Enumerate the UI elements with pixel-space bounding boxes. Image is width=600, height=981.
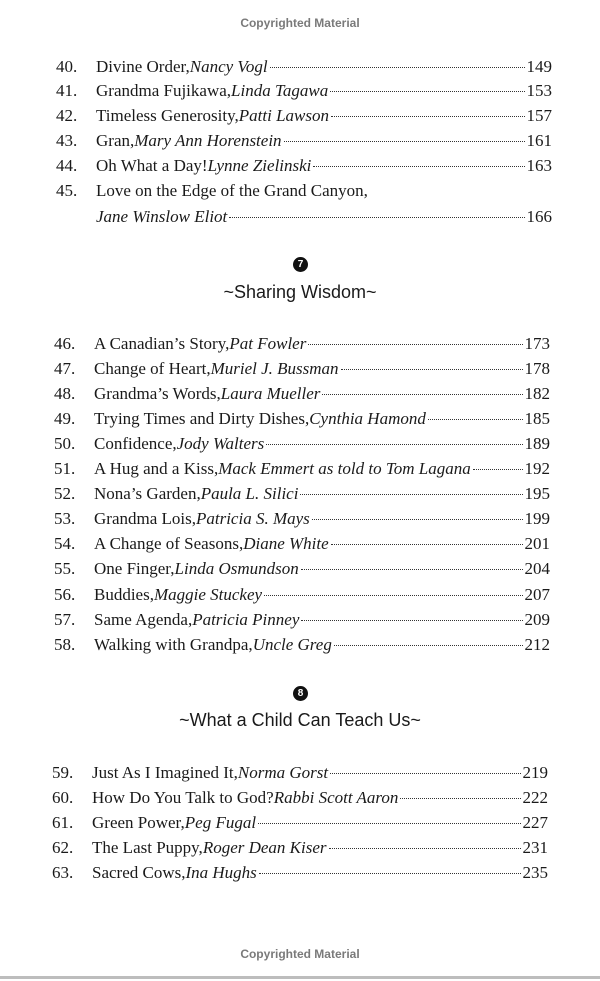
entry-page: 178: [524, 359, 550, 378]
entry-author: Patricia S. Mays: [195, 509, 310, 528]
toc-entry[interactable]: [56, 155, 552, 177]
entry-page: 231: [522, 838, 548, 857]
entry-author: Linda Tagawa: [231, 81, 329, 100]
copyright-watermark-bottom: Copyrighted Material: [240, 947, 360, 961]
toc-entry[interactable]: [56, 130, 552, 152]
toc-entry-45-line-2[interactable]: [56, 206, 552, 228]
dot-leader: [473, 469, 523, 470]
entry-author: Jane Winslow Eliot: [96, 207, 228, 226]
entry-title: Timeless Generosity,: [96, 106, 239, 125]
entry-number: 60.: [52, 788, 74, 807]
entry-page: 209: [524, 610, 550, 629]
toc-entry[interactable]: [52, 862, 548, 884]
entry-title: Trying Times and Dirty Dishes,: [94, 409, 310, 428]
entry-title: One Finger,: [94, 559, 175, 578]
entry-author: Paula L. Silici: [200, 484, 299, 503]
toc-entry[interactable]: [54, 333, 550, 355]
toc-entry[interactable]: [54, 533, 550, 555]
entry-page: 185: [524, 409, 550, 428]
dot-leader: [308, 344, 522, 345]
entry-title: Gran,: [96, 131, 135, 150]
entry-author: Mack Emmert as told to Tom Lagana: [218, 459, 471, 478]
entry-title: Sacred Cows,: [92, 863, 186, 882]
dot-leader: [266, 444, 522, 445]
dot-leader: [329, 848, 521, 849]
entry-page: 199: [524, 509, 550, 528]
entry-page: 204: [524, 559, 550, 578]
dot-leader: [341, 369, 523, 370]
toc-entry[interactable]: [54, 609, 550, 631]
entry-title: Just As I Imagined It,: [92, 763, 238, 782]
toc-entry[interactable]: [54, 483, 550, 505]
entry-number: 40.: [56, 57, 78, 76]
entry-title: Grandma’s Words,: [94, 384, 221, 403]
dot-leader: [284, 141, 525, 142]
toc-entry[interactable]: [56, 56, 552, 78]
entry-number: 62.: [52, 838, 74, 857]
dot-leader: [334, 645, 523, 646]
entry-title: Divine Order,: [96, 57, 190, 76]
entry-number: 46.: [54, 334, 76, 353]
dot-leader: [322, 394, 522, 395]
bottom-divider: [0, 976, 600, 979]
dot-leader: [313, 166, 524, 167]
entry-number: 57.: [54, 610, 76, 629]
entry-author: Rabbi Scott Aaron: [273, 788, 399, 807]
entry-number: 53.: [54, 509, 76, 528]
entry-title: Grandma Fujikawa,: [96, 81, 232, 100]
entry-author: Roger Dean Kiser: [202, 838, 327, 857]
toc-entry[interactable]: [52, 837, 548, 859]
entry-page: 207: [524, 585, 550, 604]
chapter-8-title: ~What a Child Can Teach Us~: [179, 710, 421, 730]
entry-author: Muriel J. Bussman: [210, 359, 339, 378]
toc-entry[interactable]: [54, 408, 550, 430]
entry-number: 63.: [52, 863, 74, 882]
toc-entry[interactable]: [52, 812, 548, 834]
dot-leader: [400, 798, 520, 799]
dot-leader: [270, 67, 525, 68]
entry-author: Patricia Pinney: [192, 610, 300, 629]
entry-page: 227: [522, 813, 548, 832]
entry-author: Peg Fugal: [184, 813, 257, 832]
entry-number: 54.: [54, 534, 76, 553]
toc-entry[interactable]: [54, 584, 550, 606]
entry-page: 149: [526, 57, 552, 76]
entry-number: 50.: [54, 434, 76, 453]
dot-leader: [264, 595, 522, 596]
toc-entry[interactable]: [56, 80, 552, 102]
entry-number: 43.: [56, 131, 78, 150]
dot-leader: [301, 620, 522, 621]
entry-page: 192: [524, 459, 550, 478]
entry-author: Maggie Stuckey: [153, 585, 263, 604]
entry-page: 201: [524, 534, 550, 553]
toc-entry[interactable]: [54, 433, 550, 455]
dot-leader: [330, 91, 524, 92]
dot-leader: [229, 217, 524, 218]
toc-entry[interactable]: [54, 358, 550, 380]
entry-title: The Last Puppy,: [92, 838, 203, 857]
entry-number: 42.: [56, 106, 78, 125]
entry-page: 235: [522, 863, 548, 882]
dot-leader: [331, 544, 523, 545]
dot-leader: [428, 419, 523, 420]
chapter-7-badge: 7: [293, 257, 308, 272]
entry-number: 44.: [56, 156, 78, 175]
entry-title: Walking with Grandpa,: [94, 635, 253, 654]
entry-title: Grandma Lois,: [94, 509, 196, 528]
entry-title: How Do You Talk to God?: [92, 788, 274, 807]
entry-author: Lynne Zielinski: [207, 156, 312, 175]
entry-title: Confidence,: [94, 434, 177, 453]
entry-title: Change of Heart,: [94, 359, 211, 378]
entry-page: 173: [524, 334, 550, 353]
entry-page: 161: [526, 131, 552, 150]
entry-title: Oh What a Day!: [96, 156, 208, 175]
toc-entry-45-line-1[interactable]: [56, 180, 552, 202]
chapter-8-badge: 8: [293, 686, 308, 701]
entry-author: Jody Walters: [176, 434, 265, 453]
toc-entry[interactable]: [52, 787, 548, 809]
entry-page: 163: [526, 156, 552, 175]
entry-title: A Hug and a Kiss,: [94, 459, 219, 478]
entry-number: 48.: [54, 384, 76, 403]
dot-leader: [312, 519, 523, 520]
entry-page: 157: [526, 106, 552, 125]
entry-page: 195: [524, 484, 550, 503]
entry-title: A Canadian’s Story,: [94, 334, 230, 353]
entry-number: 59.: [52, 763, 74, 782]
entry-author: Cynthia Hamond: [309, 409, 426, 428]
entry-author: Ina Hughs: [185, 863, 257, 882]
entry-number: 56.: [54, 585, 76, 604]
toc-entry[interactable]: [54, 508, 550, 530]
entry-author: Mary Ann Horenstein: [134, 131, 282, 150]
entry-number: 55.: [54, 559, 76, 578]
entry-number: 49.: [54, 409, 76, 428]
dot-leader: [259, 873, 521, 874]
entry-page: 219: [522, 763, 548, 782]
entry-author: Uncle Greg: [252, 635, 332, 654]
entry-author: Diane White: [243, 534, 329, 553]
entry-title: Same Agenda,: [94, 610, 193, 629]
entry-title: A Change of Seasons,: [94, 534, 244, 553]
entry-page: 182: [524, 384, 550, 403]
toc-entry[interactable]: [54, 634, 550, 656]
entry-author: Linda Osmundson: [174, 559, 299, 578]
chapter-7-title: ~Sharing Wisdom~: [223, 282, 377, 302]
entry-number: 58.: [54, 635, 76, 654]
dot-leader: [331, 116, 525, 117]
dot-leader: [258, 823, 520, 824]
copyright-watermark-top: Copyrighted Material: [240, 16, 360, 30]
entry-title: Green Power,: [92, 813, 185, 832]
toc-entry[interactable]: [54, 558, 550, 580]
entry-page: 153: [526, 81, 552, 100]
entry-author: Laura Mueller: [220, 384, 321, 403]
entry-title: Love on the Edge of the Grand Canyon,: [96, 181, 368, 200]
dot-leader: [330, 773, 520, 774]
entry-title: Nona’s Garden,: [94, 484, 201, 503]
entry-number: 52.: [54, 484, 76, 503]
entry-number: 47.: [54, 359, 76, 378]
entry-author: Pat Fowler: [229, 334, 307, 353]
entry-page: 212: [524, 635, 550, 654]
toc-entry[interactable]: [54, 383, 550, 405]
entry-number: 45.: [56, 181, 78, 200]
toc-entry[interactable]: [52, 762, 548, 784]
entry-number: 51.: [54, 459, 76, 478]
toc-entry[interactable]: [54, 458, 550, 480]
entry-page: 222: [522, 788, 548, 807]
entry-number: 41.: [56, 81, 78, 100]
entry-title: Buddies,: [94, 585, 154, 604]
entry-author: Nancy Vogl: [189, 57, 268, 76]
entry-author: Norma Gorst: [237, 763, 329, 782]
dot-leader: [300, 494, 522, 495]
entry-page: 166: [526, 207, 552, 226]
dot-leader: [301, 569, 523, 570]
entry-number: 61.: [52, 813, 74, 832]
entry-author: Patti Lawson: [238, 106, 329, 125]
toc-entry[interactable]: [56, 105, 552, 127]
entry-page: 189: [524, 434, 550, 453]
